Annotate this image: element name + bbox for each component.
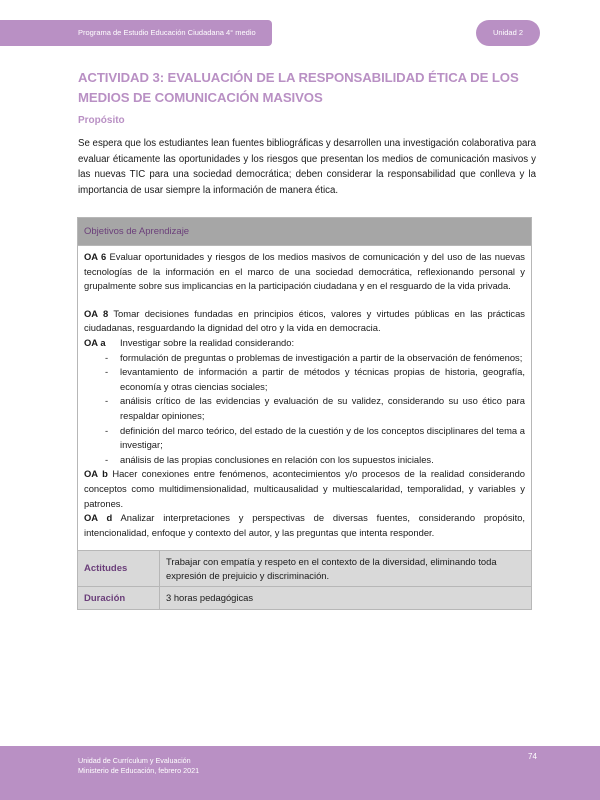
oa6-code: OA 6: [84, 251, 107, 262]
attitudes-label: Actitudes: [78, 551, 160, 586]
list-item: - levantamiento de información a partir de métodos y técnicas propias de historia, geografía, economía y otras ciencias sociales;: [84, 365, 525, 394]
purpose-body: Se espera que los estudiantes lean fuentes bibliográficas y desarrollen una investigación colaborativa para evaluar éticamente las oportunidades y los riesgos que presentan los medios de comunicación masivos y las nuevas TIC para una sociedad democrática; deben considerar la responsabilidad que conlleva y la importancia de usar siempre la información de manera ética.: [78, 138, 536, 196]
attitudes-row: [78, 550, 531, 586]
oa6-text: Evaluar oportunidades y riesgos de los medios masivos de comunicación y del uso de las nuevas tecnologías de la información en el marco de una sociedad democrática, reflexionando personal y grupalmente sobre sus implicancias en la participación ciudadana y en el resguardo de la vida privada.: [84, 251, 525, 292]
unit-badge: [476, 20, 540, 46]
list-item: - formulación de preguntas o problemas de investigación a partir de la observación de fenómenos;: [84, 351, 525, 366]
program-header: [0, 20, 272, 46]
list-item: - análisis crítico de las evidencias y evaluación de su validez, considerando su uso ético para respaldar opiniones;: [84, 394, 525, 423]
purpose-heading: Propósito: [78, 115, 125, 126]
list-item: - análisis de las propias conclusiones en relación con los supuestos iniciales.: [84, 453, 525, 468]
objectives-table: [77, 217, 532, 610]
oab-code: OA b: [84, 468, 108, 480]
oad-paragraph: [84, 511, 525, 540]
oad-code: OA d: [84, 512, 113, 524]
oaa-code: OA a: [84, 336, 106, 348]
duration-value: 3 horas pedagógicas: [166, 592, 254, 604]
list-item: - definición del marco teórico, del estado de la cuestión y de los conceptos disciplinares del tema a investigar;: [84, 424, 525, 453]
activity-title: ACTIVIDAD 3: EVALUACIÓN DE LA RESPONSABILIDAD ÉTICA DE LOS MEDIOS DE COMUNICACIÓN MASIVOS: [78, 70, 519, 105]
oad-text: Analizar interpretaciones y perspectivas de diversas fuentes, considerando propósito, intencionalidad, enfoque y contexto del autor, y las preguntas que intenta responder.: [84, 512, 526, 538]
oa8-text: Tomar decisiones fundadas en principios éticos, valores y virtudes públicas en las prácticas ciudadanas, resguardando la dignidad del otro y la vida en democracia.: [84, 307, 525, 334]
oa8-paragraph: [84, 307, 525, 336]
oa6-paragraph: [84, 250, 525, 294]
page-footer: [0, 746, 600, 800]
oa8-code: OA 8: [84, 307, 109, 319]
oab-text: Hacer conexiones entre fenómenos, acontecimientos y/o procesos de la realidad considerando conceptos como multidimensionalidad, multicausalidad y multiescalaridad, temporalidad, y variables y patrones.: [84, 468, 526, 509]
page-number: 74: [528, 752, 537, 761]
footer-ministry: Ministerio de Educación, febrero 2021: [78, 766, 200, 775]
attitudes-value: Trabajar con empatía y respeto en el contexto de la diversidad, eliminando toda expresión de prejuicio y discriminación.: [166, 556, 497, 581]
footer-unit: Unidad de Currículum y Evaluación: [78, 756, 191, 765]
oab-paragraph: [84, 467, 525, 511]
objectives-heading: Objetivos de Aprendizaje: [78, 218, 531, 246]
duration-label: Duración: [78, 587, 160, 609]
program-title: Programa de Estudio Educación Ciudadana 4° medio: [78, 28, 256, 37]
objectives-body: [78, 246, 531, 550]
oaa-paragraph: [84, 336, 525, 351]
oaa-list: [84, 351, 525, 468]
unit-label: Unidad 2: [492, 28, 524, 37]
oaa-text: Investigar sobre la realidad considerando:: [120, 336, 295, 348]
duration-row: [78, 586, 531, 609]
